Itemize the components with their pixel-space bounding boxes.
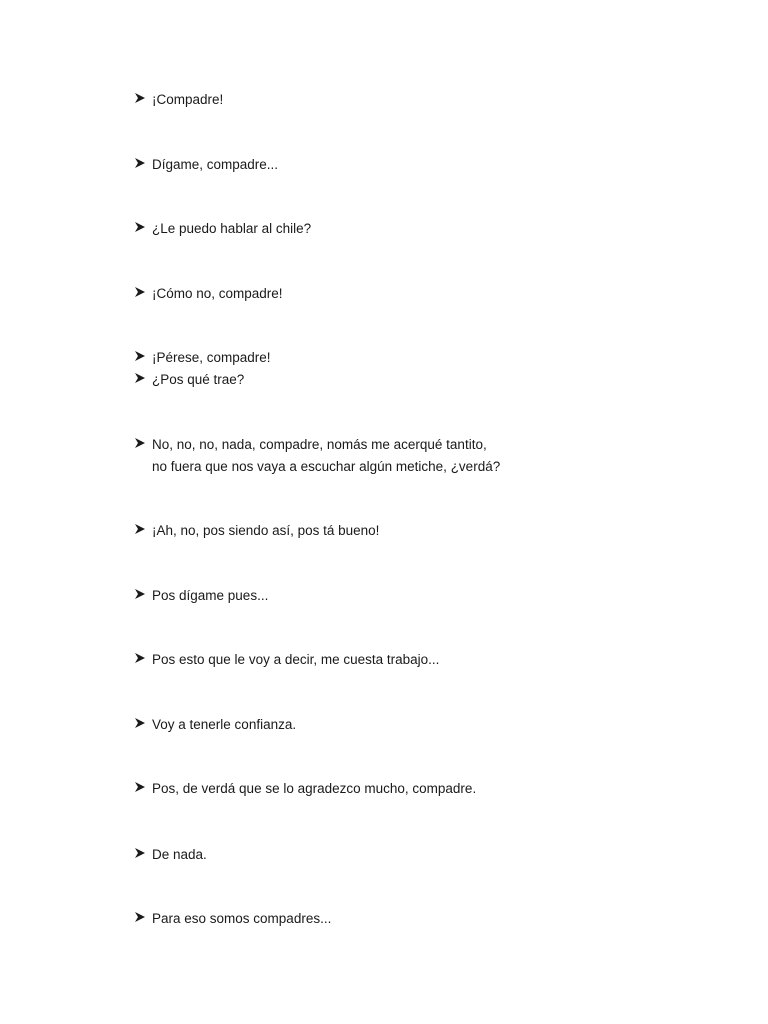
dialogue-line: ¡Cómo no, compadre! [152,286,283,301]
list-item [128,585,728,607]
arrowhead-bullet-icon [128,588,152,600]
dialogue-line: ¡Compadre! [152,92,224,107]
dialogue-line: ¡Ah, no, pos siendo así, pos tá bueno! [152,523,380,538]
arrowhead-bullet-icon [128,350,152,362]
list-item [128,649,728,671]
dialogue-line: ¿Le puedo hablar al chile? [152,221,312,236]
arrowhead-bullet-icon [128,372,152,384]
dialogue-line: Pos esto que le voy a decir, me cuesta trabajo... [152,652,440,667]
arrowhead-bullet-icon [128,717,152,729]
dialogue-line: Para eso somos compadres... [152,911,332,926]
arrowhead-bullet-icon [128,911,152,923]
list-item [128,714,728,736]
arrowhead-bullet-icon [128,437,152,449]
dialogue-line: Voy a tenerle confianza. [152,717,297,732]
dialogue-line: De nada. [152,847,207,862]
list-item [128,520,728,542]
dialogue-line: Dígame, compadre... [152,157,279,172]
arrowhead-bullet-icon [128,92,152,104]
list-item [128,844,728,866]
list-item [128,283,728,305]
list-item [128,778,728,800]
dialogue-line: ¡Pérese, compadre! [152,350,271,365]
list-item [128,369,728,391]
list-item [128,89,728,111]
arrowhead-bullet-icon [128,847,152,859]
dialogue-line: Pos, de verdá que se lo agradezco mucho, compadre. [152,781,477,796]
arrowhead-bullet-icon [128,781,152,793]
list-item [128,908,728,930]
list-item [128,154,728,176]
arrowhead-bullet-icon [128,157,152,169]
arrowhead-bullet-icon [128,286,152,298]
dialogue-line: Pos dígame pues... [152,588,269,603]
arrowhead-bullet-icon [128,652,152,664]
list-item [128,218,728,240]
list-item [128,434,728,478]
arrowhead-bullet-icon [128,523,152,535]
dialogue-line: No, no, no, nada, compadre, nomás me acerqué tantito, no fuera que nos vaya a escuchar algún metiche, ¿verdá? [152,437,501,474]
dialogue-line: ¿Pos qué trae? [152,372,245,387]
list-item [128,347,728,369]
arrowhead-bullet-icon [128,221,152,233]
